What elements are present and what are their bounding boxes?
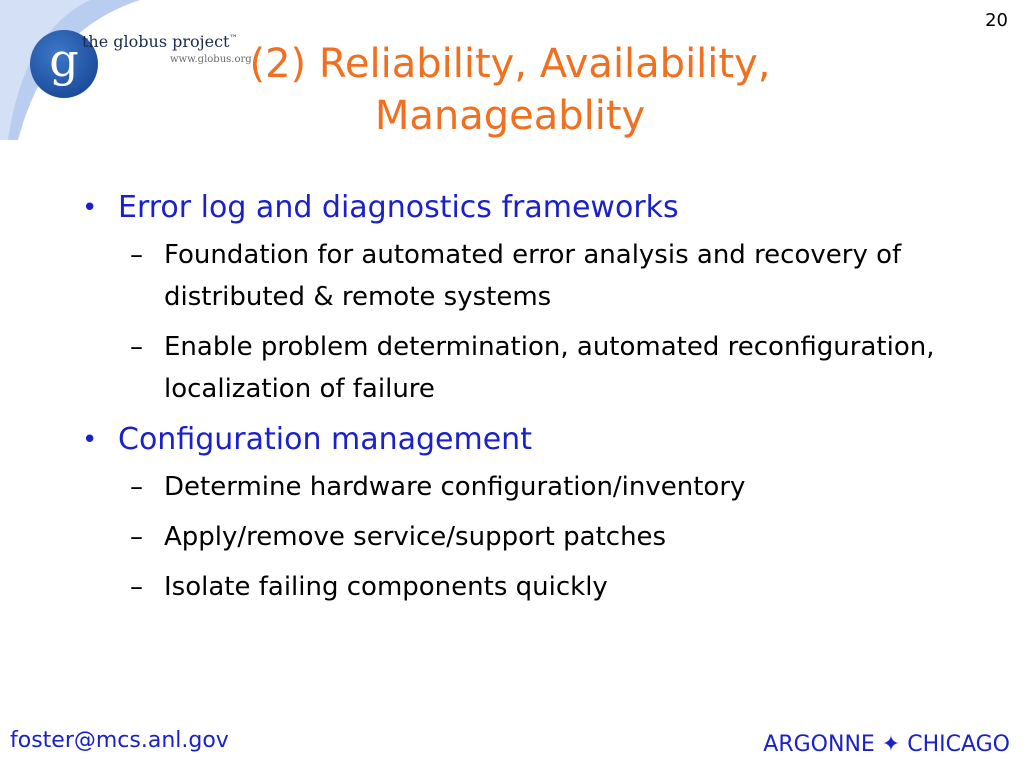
sub-bullet-marker: – [130, 472, 143, 502]
sub-bullet-marker: – [130, 572, 143, 602]
sub-bullet-item [130, 326, 982, 410]
footer-email: foster@mcs.anl.gov [10, 728, 229, 753]
globus-logo-trademark: ™ [229, 33, 238, 43]
sub-bullet-text: Enable problem determination, automated reconfiguration, localization of failure [164, 332, 935, 404]
slide-title-line-2: Manageablity [374, 93, 646, 139]
sub-bullet-text: Isolate failing components quickly [164, 572, 608, 602]
slide-number: 20 [985, 10, 1008, 31]
footer-institutions: ARGONNE ✦ CHICAGO [763, 732, 1010, 757]
sub-bullet-item [130, 566, 982, 608]
slide-title [130, 38, 890, 142]
bullet-item [82, 418, 982, 462]
sub-bullet-text: Determine hardware configuration/inventory [164, 472, 746, 502]
slide-title-line-1: (2) Reliability, Availability, [249, 41, 771, 87]
sub-bullet-item [130, 516, 982, 558]
sub-bullet-item [130, 234, 982, 318]
sub-bullet-list [130, 466, 982, 608]
sub-bullet-text: Apply/remove service/support patches [164, 522, 667, 552]
bullet-marker: • [82, 425, 98, 455]
bullet-text: Error log and diagnostics frameworks [118, 190, 679, 225]
sub-bullet-marker: – [130, 522, 143, 552]
globus-logo-name-text: the globus project [82, 32, 230, 51]
sub-bullet-text: Foundation for automated error analysis and recovery of distributed & remote systems [164, 240, 902, 312]
sub-bullet-item [130, 466, 982, 508]
sub-bullet-marker: – [130, 240, 143, 270]
slide-content [82, 186, 982, 616]
bullet-marker: • [82, 193, 98, 223]
sub-bullet-list [130, 234, 982, 410]
bullet-text: Configuration management [118, 422, 532, 457]
sub-bullet-marker: – [130, 332, 143, 362]
bullet-item [82, 186, 982, 230]
globus-logo-letter: g [49, 33, 79, 87]
globus-logo-url: www.globus.org [170, 54, 252, 65]
